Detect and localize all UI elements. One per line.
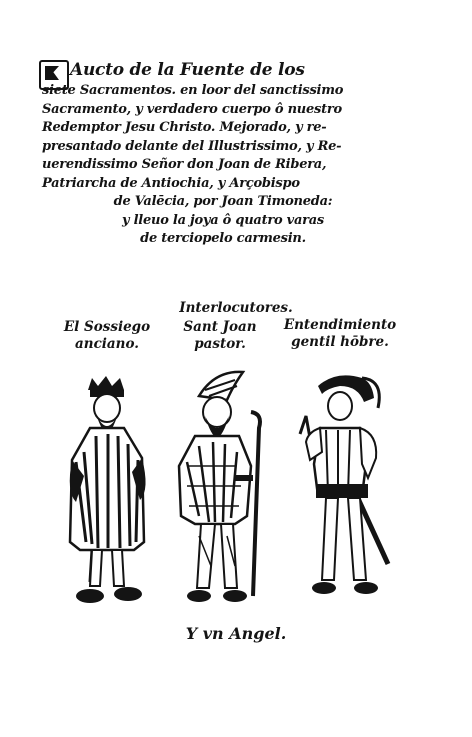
- role-entendimiento: [275, 317, 405, 351]
- title-line: de terciopelo carmesin.: [140, 231, 306, 246]
- title-block: [42, 58, 404, 249]
- woodcut-crowned-elder-icon: [62, 372, 154, 612]
- role-description: pastor.: [194, 336, 246, 352]
- role-el-sossiego: [52, 319, 162, 353]
- role-sant-joan: [165, 319, 275, 353]
- role-name: Entendimiento: [283, 317, 397, 333]
- role-description: gentil hōbre.: [291, 334, 389, 350]
- title-line: Sacramento, y verdadero cuerpo ô nuestro: [42, 101, 342, 117]
- interlocutores-heading: Interlocutores.: [179, 300, 293, 316]
- decorated-initial-icon: [39, 60, 69, 90]
- closing-line: Y vn Angel.: [185, 624, 287, 643]
- title-line: siete Sacramentos. en loor del sanctissimo: [42, 83, 344, 98]
- title-line: Patriarcha de Antiochia, y Arçobispo: [42, 175, 300, 191]
- title-line: Aucto de la Fuente de los: [70, 60, 305, 80]
- role-name: Sant Joan: [183, 319, 257, 335]
- woodcut-shepherd-icon: [165, 366, 265, 612]
- woodcut-gentleman-icon: [292, 368, 402, 604]
- title-line: de Valēcia, por Joan Timoneda:: [113, 194, 333, 209]
- role-name: El Sossiego: [63, 319, 151, 335]
- role-description: anciano.: [75, 336, 139, 352]
- title-line: presantado delante del Illustrissimo, y Re-: [42, 138, 342, 154]
- title-line: y lleuo la joya ô quatro varas: [122, 212, 324, 228]
- title-line: Redemptor Jesu Christo. Mejorado, y re-: [42, 120, 327, 135]
- title-line: uerendissimo Señor don Joan de Ribera,: [42, 157, 327, 172]
